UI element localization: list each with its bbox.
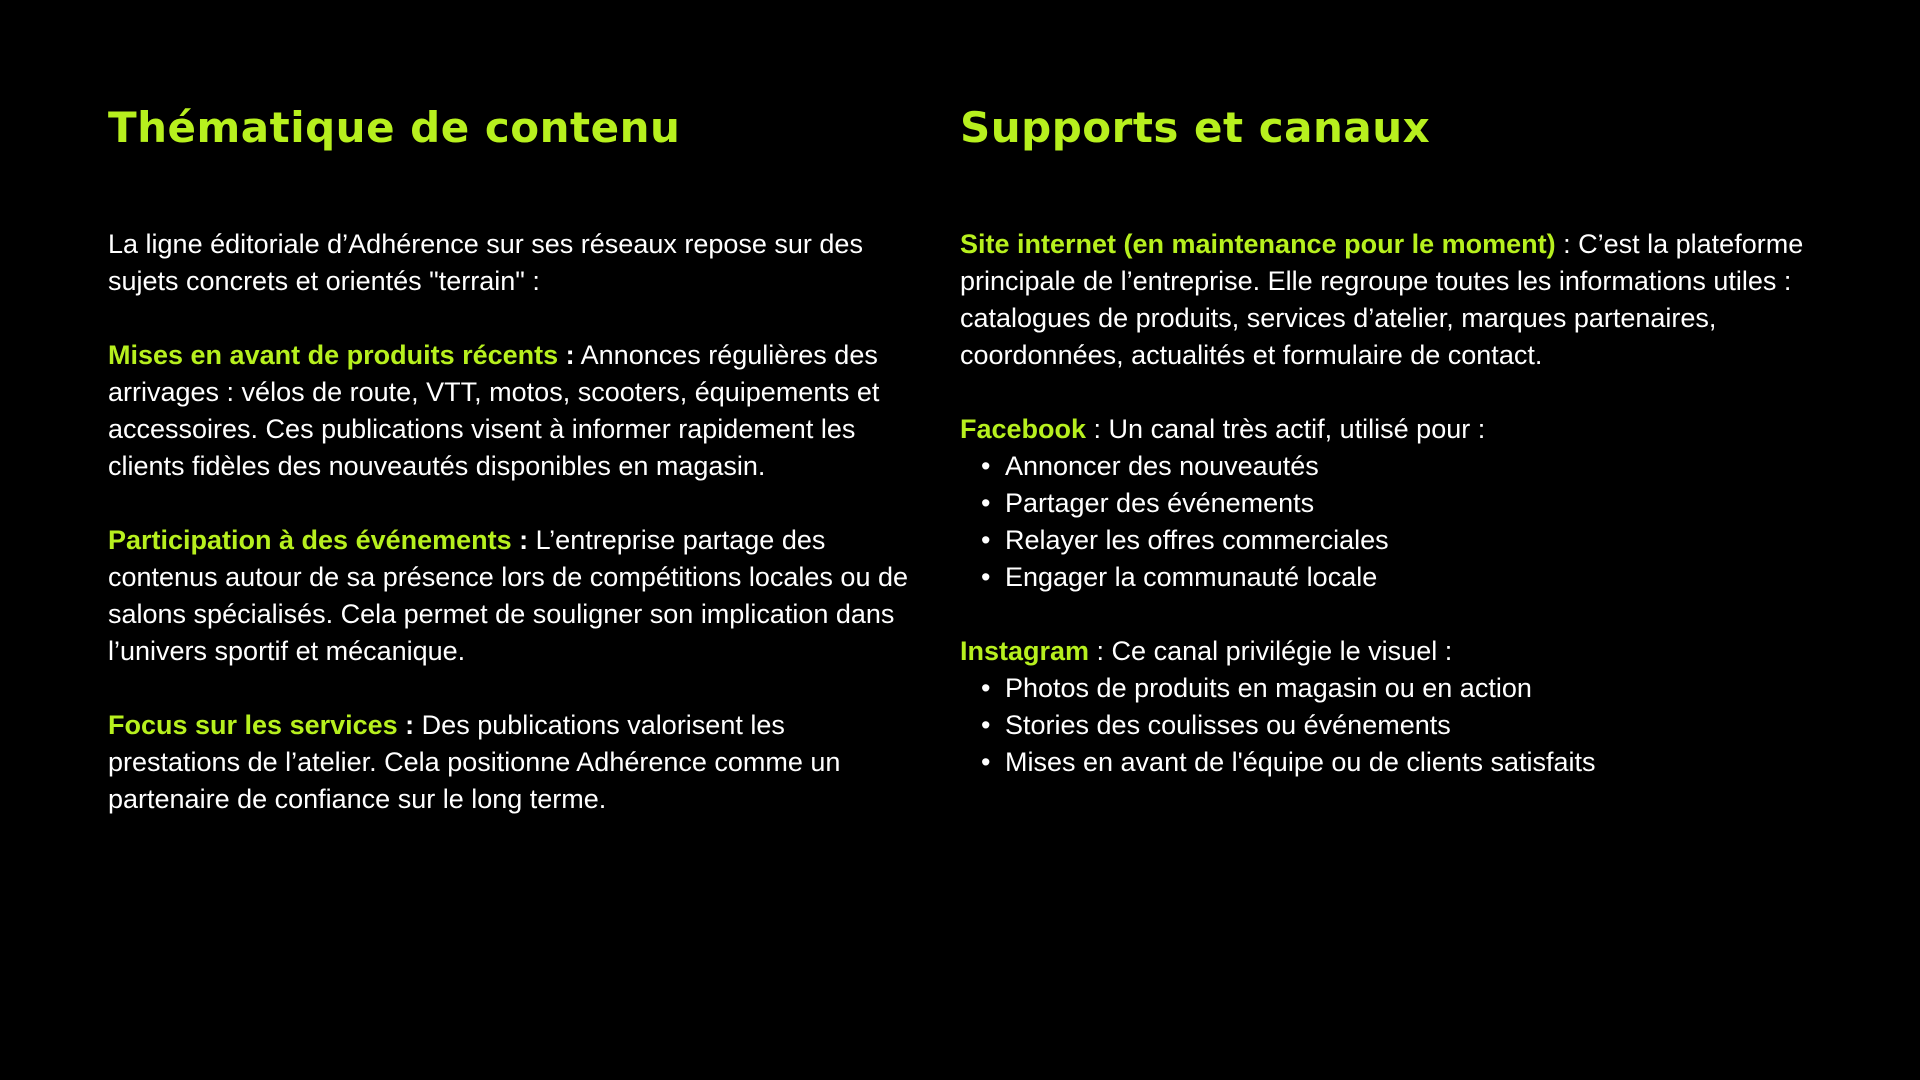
left-body [108, 226, 908, 818]
channel-instagram [960, 633, 1820, 670]
channel-website [960, 226, 1820, 374]
section-text: L’entreprise partage des contenus autour de sa présence lors de compétitions locales ou de salons spécialisés. Cela permet de souligner son implication dans l’univers sportif et mécanique. [108, 525, 908, 666]
list-item: • Stories des coulisses ou événements [1005, 707, 1820, 744]
section-heading: Participation à des événements [108, 525, 512, 555]
section-heading: Focus sur les services [108, 710, 398, 740]
channel-text: : Un canal très actif, utilisé pour : [1086, 414, 1486, 444]
left-column [108, 100, 908, 855]
right-title: Supports et canaux [960, 103, 1431, 152]
section-text: Annonces régulières des arrivages : vélos de route, VTT, motos, scooters, équipements et accessoires. Ces publications visent à informer rapidement les clients fidèles des nouveautés disponibles en magasin. [108, 340, 880, 481]
list-item: • Partager des événements [1005, 485, 1820, 522]
section-colon: : [511, 525, 529, 555]
list-item: • Mises en avant de l'équipe ou de clients satisfaits [1005, 744, 1820, 781]
right-body [960, 226, 1820, 781]
channel-heading: Site internet (en maintenance pour le moment) [960, 229, 1556, 259]
list-item: • Relayer les offres commerciales [1005, 522, 1820, 559]
list-item: • Engager la communauté locale [1005, 559, 1820, 596]
list-item: • Photos de produits en magasin ou en action [1005, 670, 1820, 707]
section-colon: : [397, 710, 415, 740]
channel-text: : Ce canal privilégie le visuel : [1089, 636, 1453, 666]
section-events [108, 522, 908, 670]
intro-paragraph: La ligne éditoriale d’Adhérence sur ses réseaux repose sur des sujets concrets et orientés "terrain" : [108, 229, 863, 296]
channel-heading: Facebook [960, 414, 1087, 444]
channel-facebook [960, 411, 1820, 448]
channel-heading: Instagram [960, 636, 1090, 666]
instagram-list [960, 670, 1820, 781]
section-products [108, 337, 908, 485]
left-title: Thématique de contenu [108, 103, 681, 152]
section-colon: : [558, 340, 575, 370]
facebook-list [960, 448, 1820, 596]
list-item: • Annoncer des nouveautés [1005, 448, 1820, 485]
right-column [960, 100, 1820, 818]
section-text: Des publications valorisent les prestations de l’atelier. Cela positionne Adhérence comme un partenaire de confiance sur le long terme. [108, 710, 841, 814]
section-services [108, 707, 908, 818]
section-heading: Mises en avant de produits récents [108, 340, 559, 370]
channel-text: : C’est la plateforme principale de l’entreprise. Elle regroupe toutes les informations utiles : catalogues de produits, services d’atelier, marques partenaires, coordonnées, actualités et formulaire de contact. [960, 229, 1804, 370]
